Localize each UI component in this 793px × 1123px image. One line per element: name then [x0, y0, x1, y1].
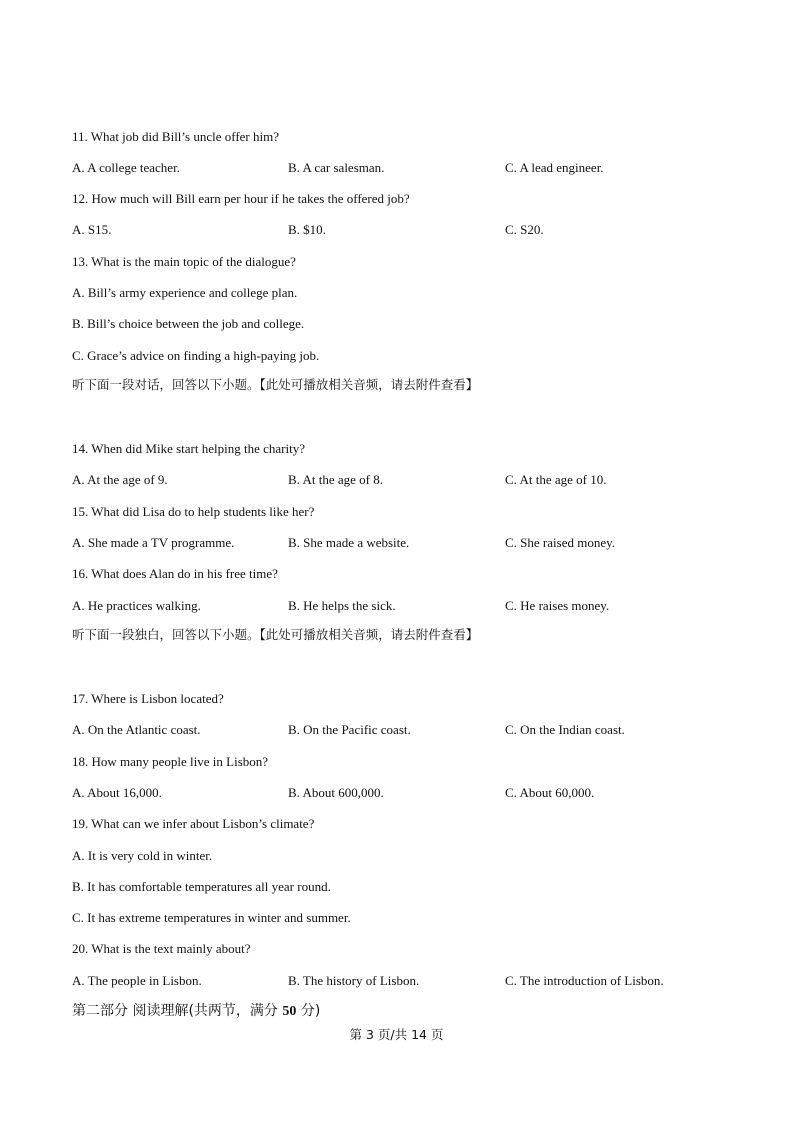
question-stem: 17. Where is Lisbon located?	[72, 691, 224, 706]
option-b: B. $10.	[288, 222, 326, 237]
option-a: A. A college teacher.	[72, 160, 180, 175]
option-c: C. The introduction of Lisbon.	[505, 973, 664, 988]
option-b: B. A car salesman.	[288, 160, 385, 175]
option-c: C. About 60,000.	[505, 785, 595, 800]
question-stem: 11. What job did Bill’s uncle offer him?	[72, 129, 280, 144]
option-a: A. Bill’s army experience and college plan.	[72, 285, 298, 300]
section-heading-prefix: 第二部分 阅读理解(共两节，满分	[72, 1003, 283, 1019]
option-b: B. He helps the sick.	[288, 598, 396, 613]
option-a: A. At the age of 9.	[72, 472, 168, 487]
question-stem: 13. What is the main topic of the dialogue?	[72, 254, 296, 269]
section-score: 50	[282, 1004, 297, 1019]
question-stem: 20. What is the text mainly about?	[72, 941, 251, 956]
option-c: C. On the Indian coast.	[505, 722, 625, 737]
question-stem: 12. How much will Bill earn per hour if he takes the offered job?	[72, 191, 410, 206]
option-a: A. The people in Lisbon.	[72, 973, 202, 988]
option-a: A. S15.	[72, 222, 112, 237]
option-b: B. At the age of 8.	[288, 472, 383, 487]
option-b: B. Bill’s choice between the job and college.	[72, 316, 305, 331]
page-number: 第 3 页/共 14 页	[349, 1027, 444, 1042]
section-heading	[72, 1002, 320, 1021]
option-b: B. The history of Lisbon.	[288, 973, 420, 988]
section-heading-suffix: 分)	[296, 1003, 321, 1019]
option-b: B. On the Pacific coast.	[288, 722, 411, 737]
question-stem: 18. How many people live in Lisbon?	[72, 754, 269, 769]
question-stem: 19. What can we infer about Lisbon’s climate?	[72, 816, 315, 831]
option-b: B. It has comfortable temperatures all year round.	[72, 879, 331, 894]
option-c: C. It has extreme temperatures in winter and summer.	[72, 910, 351, 925]
option-c: C. He raises money.	[505, 598, 610, 613]
question-stem: 14. When did Mike start helping the charity?	[72, 441, 305, 456]
option-b: B. She made a website.	[288, 535, 410, 550]
option-a: A. On the Atlantic coast.	[72, 722, 201, 737]
option-a: A. She made a TV programme.	[72, 535, 235, 550]
question-stem: 15. What did Lisa do to help students like her?	[72, 504, 315, 519]
option-b: B. About 600,000.	[288, 785, 384, 800]
option-a: A. About 16,000.	[72, 785, 162, 800]
option-c: C. At the age of 10.	[505, 472, 607, 487]
listening-instruction: 听下面一段独白，回答以下小题。【此处可播放相关音频，请去附件查看】	[72, 627, 479, 642]
option-a: A. He practices walking.	[72, 598, 201, 613]
option-c: C. She raised money.	[505, 535, 615, 550]
option-c: C. A lead engineer.	[505, 160, 604, 175]
option-a: A. It is very cold in winter.	[72, 848, 213, 863]
listening-instruction: 听下面一段对话，回答以下小题。【此处可播放相关音频，请去附件查看】	[72, 377, 479, 392]
option-c: C. S20.	[505, 222, 544, 237]
question-stem: 16. What does Alan do in his free time?	[72, 566, 278, 581]
option-c: C. Grace’s advice on finding a high-paying job.	[72, 348, 320, 363]
